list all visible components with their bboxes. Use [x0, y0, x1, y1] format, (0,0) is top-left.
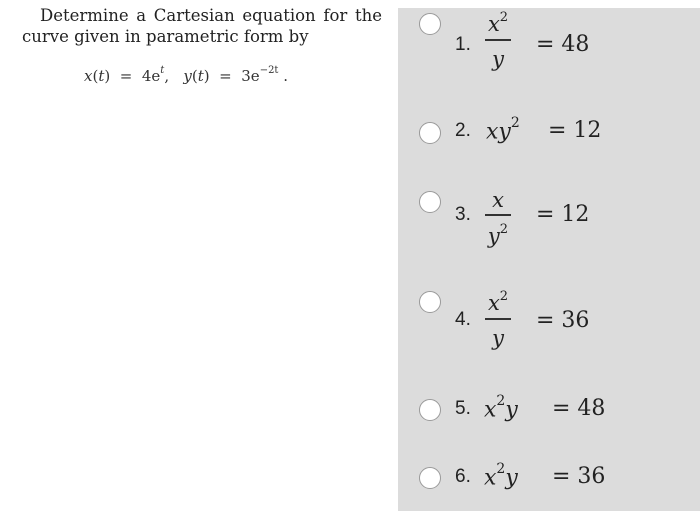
option-3[interactable] [398, 186, 700, 266]
numerator: x [492, 188, 504, 212]
radio-button-option-5[interactable] [419, 399, 441, 421]
base-y: y [505, 397, 518, 423]
option-rhs: = 48 [552, 396, 606, 421]
option-rhs: = 48 [536, 32, 590, 57]
base-x: x [484, 465, 497, 491]
option-number: 4. [455, 309, 471, 330]
base-y: y [498, 119, 511, 145]
fraction-bar [485, 318, 511, 320]
option-number: 1. [455, 34, 471, 55]
base-x: x [484, 397, 497, 423]
x-param: t [98, 67, 105, 85]
question-text: Determine a Cartesian equation for the curve given in parametric form by [22, 6, 382, 46]
option-4[interactable] [398, 287, 700, 377]
radio-button-option-1[interactable] [419, 13, 441, 35]
option-number: 5. [455, 398, 471, 419]
option-expression [486, 115, 520, 145]
option-expression [484, 393, 518, 423]
x-function: x [84, 67, 93, 85]
option-number: 2. [455, 120, 471, 141]
denominator: y [487, 223, 500, 248]
option-1[interactable] [398, 8, 700, 108]
y-function: y [183, 67, 192, 85]
fraction-bar [485, 39, 511, 41]
y-coef: 3e [241, 67, 260, 85]
exponent: 2 [510, 115, 520, 131]
denominator: y [492, 46, 504, 71]
option-6[interactable] [398, 459, 700, 509]
numerator-exponent: 2 [499, 10, 509, 25]
numerator: x [487, 291, 500, 315]
exponent: 2 [496, 393, 506, 409]
numerator-exponent: 2 [499, 289, 509, 304]
parametric-equations: $x(t) = 4e^t$, $y(t) = 3e^{-2t}$ . [84, 65, 288, 85]
denominator: y [492, 325, 504, 350]
exponent: 2 [496, 461, 506, 477]
option-rhs: = 36 [536, 308, 590, 333]
numerator: x [487, 12, 500, 36]
option-rhs: = 12 [536, 202, 590, 227]
y-exponent: −2t [259, 65, 279, 76]
radio-button-option-2[interactable] [419, 122, 441, 144]
option-rhs: = 12 [548, 118, 602, 143]
base-y: y [505, 465, 518, 491]
fraction [485, 287, 511, 350]
radio-button-option-3[interactable] [419, 191, 441, 213]
x-coef: 4e [141, 67, 161, 85]
fraction [485, 8, 511, 71]
x-exponent: t [160, 65, 165, 76]
denominator-exponent: 2 [499, 221, 509, 237]
radio-button-option-4[interactable] [419, 291, 441, 313]
fraction-bar [485, 214, 511, 216]
option-2[interactable] [398, 112, 700, 162]
answer-options-panel [398, 8, 700, 511]
y-param: t [197, 67, 204, 85]
radio-button-option-6[interactable] [419, 467, 441, 489]
option-number: 3. [455, 204, 471, 225]
option-5[interactable] [398, 391, 700, 441]
option-rhs: = 36 [552, 464, 606, 489]
option-expression [484, 461, 518, 491]
base-x: x [486, 119, 499, 145]
option-number: 6. [455, 466, 471, 487]
fraction [485, 188, 511, 248]
